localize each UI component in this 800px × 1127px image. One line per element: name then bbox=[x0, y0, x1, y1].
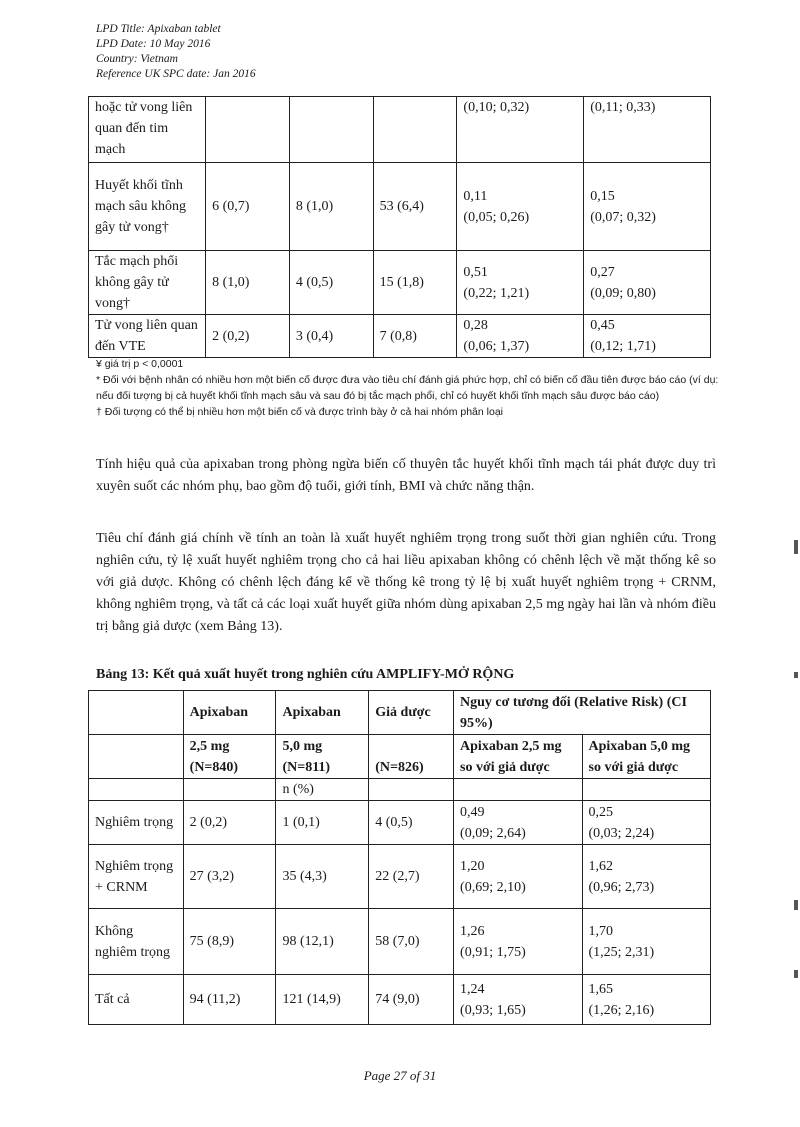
relative-risk: 1,70 bbox=[588, 923, 613, 939]
table-row bbox=[89, 975, 711, 1025]
row-label: Nghiêm trọng bbox=[89, 801, 184, 845]
sample-size: (N=840) bbox=[189, 759, 239, 775]
relative-risk: 1,65 bbox=[588, 981, 613, 997]
efficacy-table bbox=[88, 96, 711, 358]
scan-artifact bbox=[794, 900, 798, 910]
cell-value: 27 (3,2) bbox=[183, 845, 276, 909]
row-label: Nghiêm trọng + CRNM bbox=[89, 845, 184, 909]
table-row bbox=[89, 97, 711, 163]
row-label: hoặc tử vong liên quan đến tim mạch bbox=[89, 97, 206, 163]
confidence-interval: (0,05; 0,26) bbox=[463, 209, 530, 225]
relative-risk-ci: (0,10; 0,32) bbox=[463, 100, 530, 115]
cell-value: 58 (7,0) bbox=[369, 909, 454, 975]
cell-value: 74 (9,0) bbox=[369, 975, 454, 1025]
scan-artifact bbox=[794, 672, 798, 678]
relative-risk: 0,51 bbox=[463, 264, 488, 280]
country: Country: Vietnam bbox=[96, 53, 178, 65]
relative-risk: 0,45 bbox=[590, 318, 615, 333]
cell-value: 53 (6,4) bbox=[373, 163, 457, 251]
cell-value: 22 (2,7) bbox=[369, 845, 454, 909]
row-label: Tắc mạch phổi không gây tử vong† bbox=[89, 251, 206, 315]
cell-value: 4 (0,5) bbox=[289, 251, 373, 315]
row-label: Huyết khối tĩnh mạch sâu không gây tử vong† bbox=[89, 163, 206, 251]
lpd-date: LPD Date: 10 May 2016 bbox=[96, 38, 211, 50]
row-label: Không nghiêm trọng bbox=[89, 909, 184, 975]
comparison-5-0mg: Apixaban 5,0 mg so với giả dược bbox=[582, 735, 711, 779]
table-row bbox=[89, 315, 711, 358]
col-header-relative-risk: Nguy cơ tương đối (Relative Risk) (CI 95%) bbox=[454, 691, 711, 735]
confidence-interval: (0,12; 1,71) bbox=[590, 339, 656, 354]
reference-date: Reference UK SPC date: Jan 2016 bbox=[96, 68, 256, 80]
cell-value: 8 (1,0) bbox=[289, 163, 373, 251]
bleeding-results-table bbox=[88, 690, 711, 1025]
sample-size: (N=811) bbox=[282, 759, 331, 775]
cell-value: 4 (0,5) bbox=[369, 801, 454, 845]
unit-row bbox=[89, 779, 711, 801]
relative-risk: 1,24 bbox=[460, 981, 485, 997]
relative-risk: 0,25 bbox=[588, 804, 613, 820]
comparison-2-5mg: Apixaban 2,5 mg so với giả dược bbox=[454, 735, 582, 779]
relative-risk: 1,62 bbox=[588, 858, 613, 874]
cell-value: 35 (4,3) bbox=[276, 845, 369, 909]
confidence-interval: (0,09; 0,80) bbox=[590, 285, 656, 301]
table-row bbox=[89, 801, 711, 845]
relative-risk: 1,26 bbox=[460, 923, 485, 939]
cell-value: 6 (0,7) bbox=[206, 163, 290, 251]
confidence-interval: (0,09; 2,64) bbox=[460, 825, 526, 841]
relative-risk: 1,20 bbox=[460, 858, 485, 874]
row-label: Tử vong liên quan đến VTE bbox=[89, 315, 206, 358]
header-row bbox=[89, 691, 711, 735]
confidence-interval: (0,06; 1,37) bbox=[463, 339, 530, 354]
scan-artifact bbox=[794, 970, 798, 978]
confidence-interval: (0,93; 1,65) bbox=[460, 1002, 526, 1018]
confidence-interval: (0,22; 1,21) bbox=[463, 285, 530, 301]
row-label: Tất cả bbox=[89, 975, 184, 1025]
cell-value: 3 (0,4) bbox=[289, 315, 373, 358]
scan-artifact bbox=[794, 540, 798, 554]
safety-paragraph: Tiêu chí đánh giá chính về tính an toàn là xuất huyết nghiêm trọng trong suốt thời gian nghiên cứu. Trong nghiên cứu, tỷ lệ xuất huyết nghiêm trọng cho cả hai liều apixaban không có chênh lệch về mặt thống kê so với giả dược. Không có chênh lệch đáng kể về thống kê trong tỷ lệ bị xuất huyết nghiêm trọng + CRNM, không nghiêm trọng, và tất cả các loại xuất huyết giữa nhóm dùng apixaban 2,5 mg ngày hai lần và nhóm điều trị bằng giả dược (xem Bảng 13). bbox=[96, 531, 716, 634]
confidence-interval: (0,69; 2,10) bbox=[460, 879, 526, 895]
lpd-title: LPD Title: Apixaban tablet bbox=[96, 23, 221, 35]
cell-value: 121 (14,9) bbox=[276, 975, 369, 1025]
relative-risk: 0,27 bbox=[590, 264, 615, 280]
table-row bbox=[89, 845, 711, 909]
cell-value: 2 (0,2) bbox=[183, 801, 276, 845]
sample-size: (N=826) bbox=[375, 759, 424, 775]
relative-risk: 0,28 bbox=[463, 318, 488, 333]
cell-value: 98 (12,1) bbox=[276, 909, 369, 975]
col-header-apixaban: Apixaban bbox=[276, 691, 369, 735]
unit-label: n (%) bbox=[276, 779, 369, 801]
efficacy-paragraph: Tính hiệu quả của apixaban trong phòng ngừa biến cố thuyên tắc huyết khối tĩnh mạch tái phát được duy trì xuyên suốt các nhóm phụ, bao gồm độ tuổi, giới tính, BMI và chức năng thận. bbox=[96, 457, 716, 494]
cell-value: 7 (0,8) bbox=[373, 315, 457, 358]
footnote-p-value: ¥ giá trị p < 0,0001 bbox=[96, 358, 184, 370]
confidence-interval: (1,25; 2,31) bbox=[588, 944, 655, 960]
relative-risk-ci: (0,11; 0,33) bbox=[590, 100, 656, 115]
cell-value: 1 (0,1) bbox=[276, 801, 369, 845]
table-footnotes bbox=[96, 356, 726, 420]
table-row bbox=[89, 163, 711, 251]
col-header-apixaban: Apixaban bbox=[183, 691, 276, 735]
table-caption: Bảng 13: Kết quả xuất huyết trong nghiên cứu AMPLIFY-MỞ RỘNG bbox=[96, 667, 515, 682]
page-number: Page 27 of 31 bbox=[363, 1068, 437, 1083]
table-row bbox=[89, 251, 711, 315]
footnote-composite: * Đối với bệnh nhân có nhiều hơn một biến cố được đưa vào tiêu chí đánh giá phức hợp, chỉ có biến cố đầu tiên được báo cáo (ví dụ: nếu đối tượng bị cả huyết khối tĩnh mạch sâu và sau đó bị tắc mạch phổi, chỉ có huyết khối tĩnh mạch sâu được báo cáo) bbox=[96, 374, 719, 402]
document-header bbox=[96, 22, 256, 82]
relative-risk: 0,11 bbox=[463, 188, 488, 204]
dose-label: 5,0 mg bbox=[282, 738, 323, 754]
table-row bbox=[89, 909, 711, 975]
cell-value: 75 (8,9) bbox=[183, 909, 276, 975]
relative-risk: 0,49 bbox=[460, 804, 485, 820]
confidence-interval: (0,07; 0,32) bbox=[590, 209, 656, 225]
dose-label: 2,5 mg bbox=[189, 738, 230, 754]
cell-value: 94 (11,2) bbox=[183, 975, 276, 1025]
cell-value: 2 (0,2) bbox=[206, 315, 290, 358]
cell-value: 8 (1,0) bbox=[206, 251, 290, 315]
subheader-row bbox=[89, 735, 711, 779]
confidence-interval: (0,96; 2,73) bbox=[588, 879, 655, 895]
confidence-interval: (1,26; 2,16) bbox=[588, 1002, 655, 1018]
relative-risk: 0,15 bbox=[590, 188, 615, 204]
cell-value: 15 (1,8) bbox=[373, 251, 457, 315]
confidence-interval: (0,91; 1,75) bbox=[460, 944, 526, 960]
footnote-multiple-events: † Đối tượng có thể bị nhiều hơn một biến cố và được trình bày ở cả hai nhóm phân loại bbox=[96, 406, 503, 418]
col-header-placebo: Giả dược bbox=[369, 691, 454, 735]
confidence-interval: (0,03; 2,24) bbox=[588, 825, 655, 841]
